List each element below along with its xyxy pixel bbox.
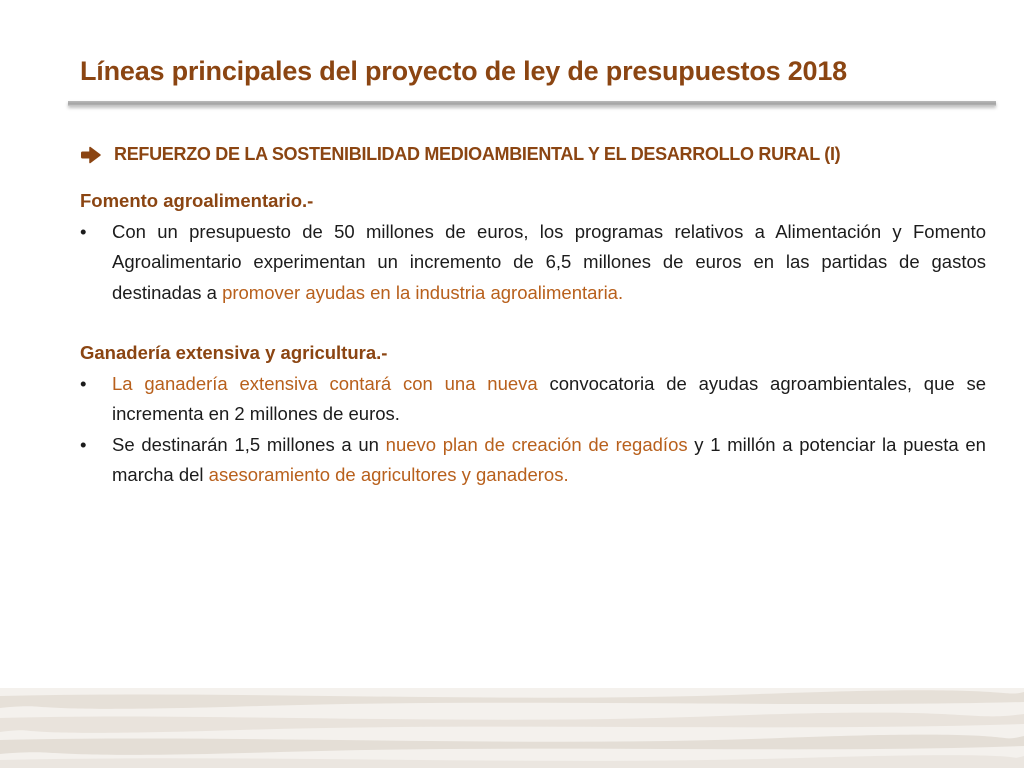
bullet-text: Se destinarán 1,5 millones a un [112,433,386,455]
arrow-right-icon [80,146,102,164]
highlight-text: asesoramiento de agricultores y ganaderos. [208,464,569,485]
subheading-ganaderia: Ganadería extensiva y agricultura.- [80,342,388,363]
bullet-ganaderia-2 [80,430,986,491]
bullet-marker: • [80,372,87,394]
slide-title: Líneas principales del proyecto de ley de presupuestos 2018 [80,56,847,86]
highlight-text: La ganadería extensiva contará con una nueva [112,372,538,394]
bullet-text: y 1 millón a potenciar la puesta en marcha del [112,433,986,485]
bullet-ganaderia-1 [80,369,986,430]
section-heading-text: REFUERZO DE LA SOSTENIBILIDAD MEDIOAMBIENTAL Y EL DESARROLLO RURAL (I) [114,144,841,164]
highlight-text: promover ayudas en la industria agroalimentaria. [222,281,624,303]
footer-decoration [0,688,1024,768]
bullet-marker: • [80,220,87,242]
bullet-text: Con un presupuesto de 50 millones de euros, los programas relativos a Alimentación y Fomento Agroalimentario experimentan un incremento de 6,5 millones de euros en las partidas de gastos destinadas a [112,220,986,303]
bullet-marker: • [80,433,87,455]
title-divider [68,101,996,106]
subheading-fomento: Fomento agroalimentario.- [80,190,314,211]
section-heading [80,144,1000,165]
bullet-fomento-1 [80,217,986,309]
highlight-text: nuevo plan de creación de regadíos [385,433,688,455]
bullet-text: convocatoria de ayudas agroambientales, que se incrementa en 2 millones de euros. [112,372,986,424]
slide-body [80,186,986,491]
